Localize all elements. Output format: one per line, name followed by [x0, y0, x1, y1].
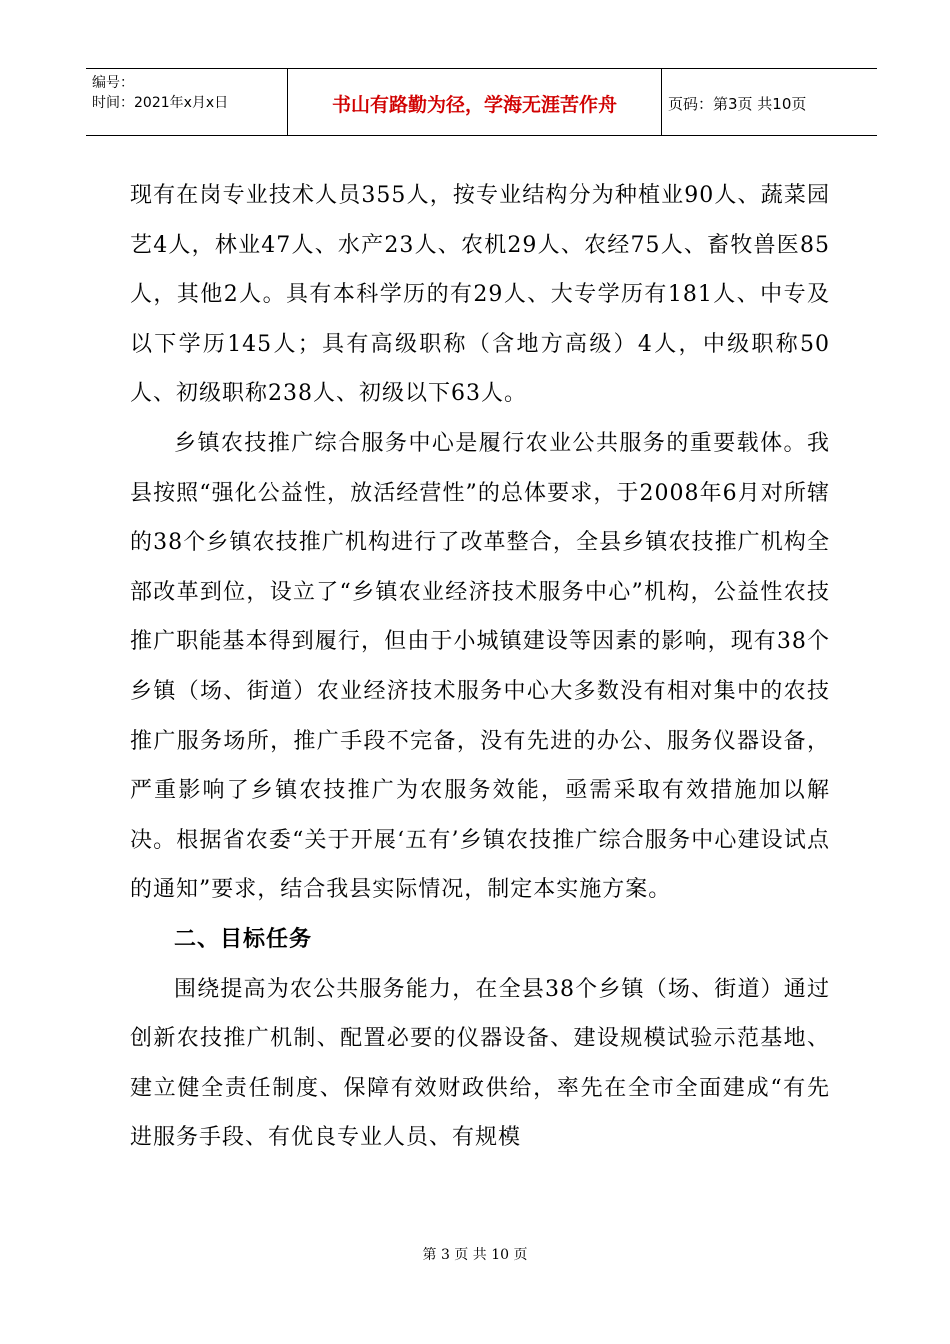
page-header	[86, 68, 877, 136]
section-heading: 二、目标任务	[174, 926, 313, 952]
document-time-label: 时间：2021年x月x日	[92, 95, 229, 111]
paragraph: 现有在岗专业技术人员355人，按专业结构分为种植业90人、蔬菜园艺4人，林业47人、水产23人、农机29人、农经75人、畜牧兽医85人，其他2人。具有本科学历的有29人、大专学历有181人、中专及以下学历145人；具有高级职称（含地方高级）4人，中级职称50人、初级职称238人、初级以下63人。	[130, 183, 831, 407]
paragraph: 围绕提高为农公共服务能力，在全县38个乡镇（场、街道）通过创新农技推广机制、配置必要的仪器设备、建设规模试验示范基地、建立健全责任制度、保障有效财政供给，率先在全市全面建成“有先进服务手段、有优良专业人员、有规模	[130, 976, 830, 1151]
document-number-label: 编号：	[92, 75, 134, 91]
header-page-info: 页码：第3页 共10页	[668, 94, 807, 113]
paragraph: 乡镇农技推广综合服务中心是履行农业公共服务的重要载体。我县按照“强化公益性，放活经营性”的总体要求，于2008年6月对所辖的38个乡镇农技推广机构进行了改革整合，全县乡镇农技推广机构全部改革到位，设立了“乡镇农业经济技术服务中心”机构，公益性农技推广职能基本得到履行，但由于小城镇建设等因素的影响，现有38个乡镇（场、街道）农业经济技术服务中心大多数没有相对集中的农技推广服务场所，推广手段不完备，没有先进的办公、服务仪器设备，严重影响了乡镇农技推广为农服务效能，亟需采取有效措施加以解决。根据省农委“关于开展‘五有’乡镇农技推广综合服务中心建设试点的通知”要求，结合我县实际情况，制定本实施方案。	[130, 430, 830, 903]
page-footer: 第 3 页 共 10 页	[422, 1247, 528, 1263]
document-body	[130, 171, 830, 1163]
header-motto: 书山有路勤为径，学海无涯苦作舟	[331, 93, 617, 116]
header-divider	[661, 69, 662, 135]
header-meta	[92, 73, 228, 113]
